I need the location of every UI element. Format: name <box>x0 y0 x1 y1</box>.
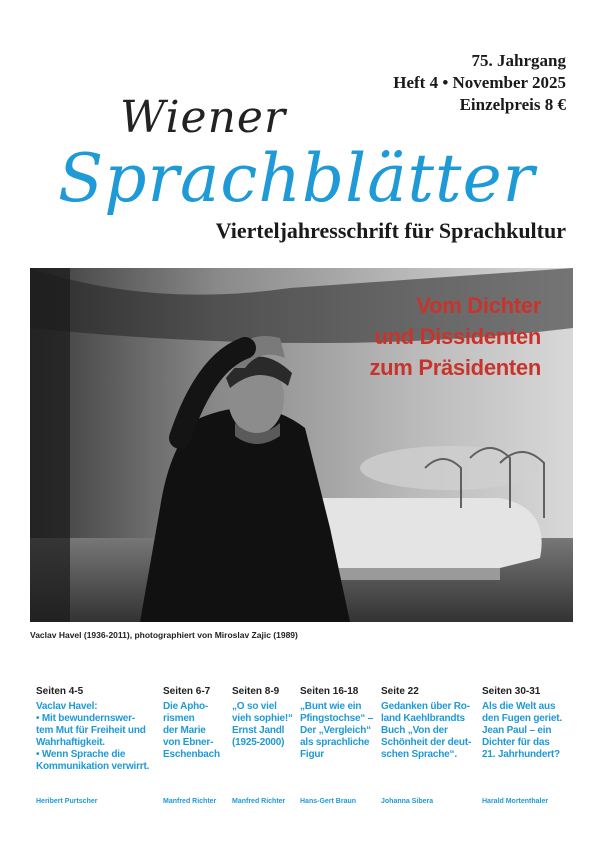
toc-line: „O so viel <box>232 701 277 712</box>
toc-author: Johanna Sibera <box>381 798 434 805</box>
toc-line: „Bunt wie ein <box>300 701 362 712</box>
toc-title <box>163 701 228 761</box>
toc-line: schen Sprache“. <box>381 749 457 760</box>
masthead-subtitle: Vierteljahresschrift für Sprachkultur <box>215 218 566 243</box>
masthead-title: Sprachblätter <box>58 140 536 217</box>
toc-entry[interactable] <box>163 686 228 805</box>
toc-line: Pfingstochse“ – <box>300 713 374 724</box>
toc-pages: Seiten 30-31 <box>482 686 541 697</box>
toc-line: Kommunikation verwirrt. <box>36 761 150 772</box>
toc-line: Eschenbach <box>163 749 220 760</box>
toc-line: rismen <box>163 713 195 724</box>
toc-line: Buch „Von der <box>381 725 448 736</box>
toc-line: Ernst Jandl <box>232 725 285 736</box>
toc-author: Manfred Richter <box>232 798 286 805</box>
toc-pages: Seiten 4-5 <box>36 686 84 697</box>
toc-line: • Mit bewundernswer- <box>36 713 135 724</box>
toc-entry[interactable] <box>482 686 582 805</box>
toc-line: Dichter für das <box>482 737 550 748</box>
toc-author: Harald Mortenthaler <box>482 798 549 805</box>
toc-entry[interactable] <box>36 686 164 805</box>
toc-line: Schönheit der deut- <box>381 737 472 748</box>
toc-entry[interactable] <box>381 686 481 805</box>
toc-line: Figur <box>300 749 324 760</box>
toc-author: Hans-Gert Braun <box>300 798 357 805</box>
toc-entry[interactable] <box>300 686 382 805</box>
toc-pages: Seiten 8-9 <box>232 686 280 697</box>
toc-line: 21. Jahrhundert? <box>482 749 560 760</box>
toc-line: vieh sophie!“ <box>232 713 293 724</box>
issue-info <box>393 50 566 116</box>
toc-line: als sprachliche <box>300 737 370 748</box>
toc-line: Jean Paul – ein <box>482 725 552 736</box>
toc-line: Wahrhaftigkeit. <box>36 737 105 748</box>
toc-title <box>300 701 382 761</box>
toc-line: Gedanken über Ro- <box>381 701 470 712</box>
headline-line: und Dissidenten <box>374 324 541 349</box>
toc-line: den Fugen geriet. <box>482 713 562 724</box>
toc-title <box>482 701 582 761</box>
cover-photo <box>30 268 573 622</box>
toc-author: Manfred Richter <box>163 798 217 805</box>
volume-label: 75. Jahrgang <box>471 51 566 70</box>
toc-line: Als die Welt aus <box>482 701 556 712</box>
toc-line: der Marie <box>163 725 206 736</box>
toc-line: Vaclav Havel: <box>36 701 98 712</box>
toc-title <box>381 701 481 761</box>
masthead-wiener: Wiener <box>120 92 286 143</box>
toc-line: von Ebner- <box>163 737 214 748</box>
toc-line: Der „Vergleich“ <box>300 725 371 736</box>
toc-pages: Seiten 16-18 <box>300 686 359 697</box>
toc-line: land Kaehlbrandts <box>381 713 465 724</box>
toc-line: tem Mut für Freiheit und <box>36 725 146 736</box>
toc-pages: Seite 22 <box>381 686 419 697</box>
cover-headline <box>369 290 541 383</box>
photo-caption: Vaclav Havel (1936-2011), photographiert von Miroslav Zajic (1989) <box>30 630 298 640</box>
price-label: Einzelpreis 8 € <box>459 95 566 114</box>
toc-title <box>36 701 164 773</box>
toc-pages: Seiten 6-7 <box>163 686 211 697</box>
toc-line: (1925-2000) <box>232 737 285 748</box>
toc-line: Die Apho- <box>163 701 209 712</box>
toc-entry[interactable] <box>232 686 298 805</box>
headline-line: Vom Dichter <box>416 293 541 318</box>
toc-title <box>232 701 298 749</box>
toc-author: Heribert Purtscher <box>36 798 98 805</box>
issue-number: Heft 4 • November 2025 <box>393 73 566 92</box>
headline-line: zum Präsidenten <box>369 355 541 380</box>
toc-line: • Wenn Sprache die <box>36 749 126 760</box>
